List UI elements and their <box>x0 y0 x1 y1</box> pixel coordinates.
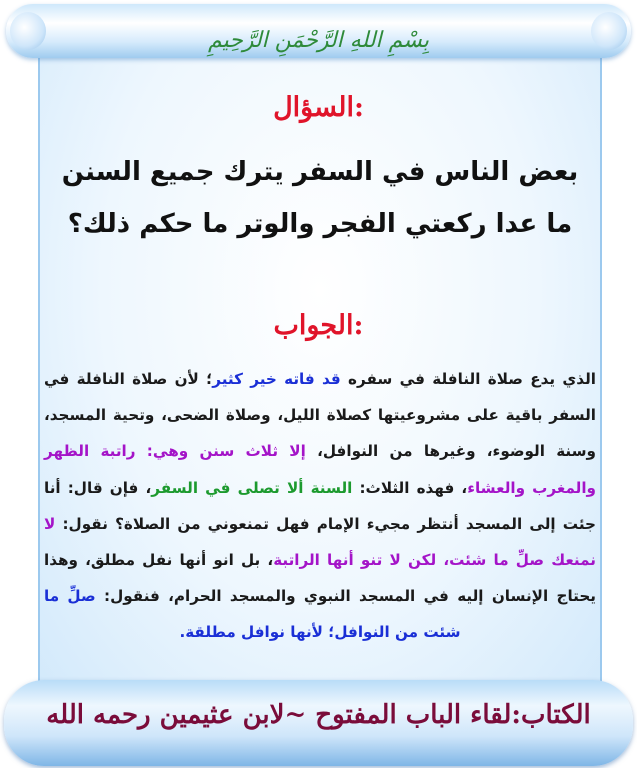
answer-text <box>44 361 596 651</box>
answer-heading: الجواب: <box>273 310 364 341</box>
basmala-calligraphy: بِسْمِ اللهِ الرَّحْمَنِ الرَّحِيمِ <box>207 28 430 53</box>
answer-segment: ، فإن قال: أنا جئت إلى المسجد أنتظر مجيء الإمام فهل تمنعوني من الصلاة؟ نقول: <box>44 478 596 533</box>
answer-highlight-green: السنة ألا تصلى في السفر <box>151 478 353 497</box>
question-text: بعض الناس في السفر يترك جميع السنن ما عدا ركعتي الفجر والوتر ما حكم ذلك؟ <box>61 157 579 239</box>
answer-highlight-purple: إلا ثلاث سنن وهي: راتبة الظهر والمغرب والعشاء <box>44 442 596 497</box>
answer-highlight-purple: لا نمنعك صلِّ ما شئت، لكن لا تنو أنها الراتبة <box>44 514 596 570</box>
answer-segment: ، فهذه الثلاث: <box>352 478 468 497</box>
book-source-footer: الكتاب:لقاء الباب المفتوح ~لابن عثيمين رحمه الله <box>46 700 591 730</box>
answer-highlight-blue: صلِّ ما شئت من النوافل؛ لأنها نوافل مطلقة. <box>44 587 461 642</box>
answer-segment: ؛ لأن صلاة النافلة في السفر باقية على مشروعيتها كصلاة الليل، وصلاة الضحى، وتحية المسجد، وسنة الوضوء، وغيرها من النوافل، <box>44 370 596 461</box>
answer-highlight-blue: قد فاته خير كثير <box>212 370 341 388</box>
question-heading: السؤال: <box>273 92 364 123</box>
answer-segment: الذي يدع صلاة النافلة في سفره <box>340 370 596 388</box>
answer-segment: ، بل انو أنها نفل مطلق، وهذا يحتاج الإنسان إليه في المسجد النبوي والمسجد الحرام، فنقول: <box>44 551 596 606</box>
